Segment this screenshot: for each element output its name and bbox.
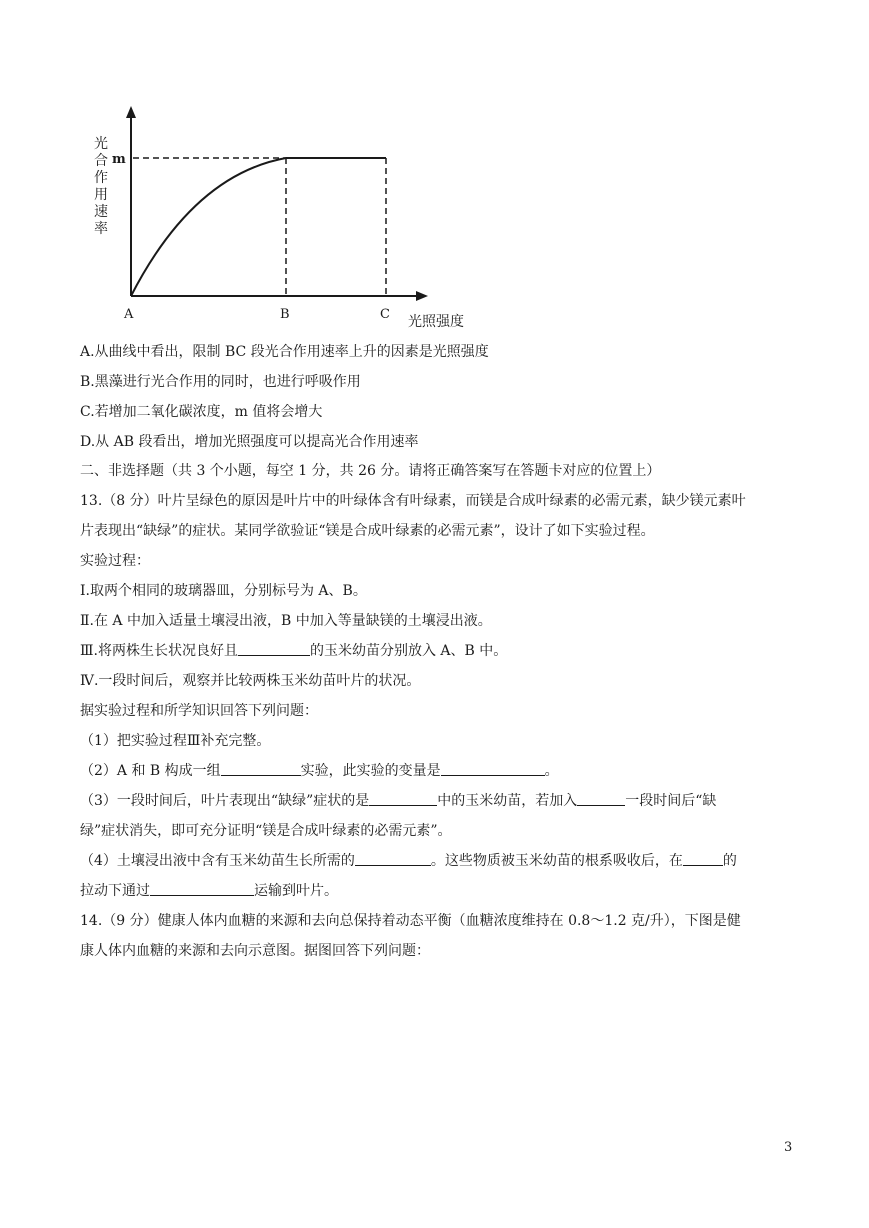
q13-sub-3-text-b: 中的玉米幼苗，若加入 bbox=[437, 793, 578, 809]
q13-sub-4-cont bbox=[80, 881, 338, 901]
q13-intro-1: 13.（8 分）叶片呈绿色的原因是叶片中的叶绿体含有叶绿素，而镁是合成叶绿素的必需元素，缺少镁元素叶 bbox=[80, 493, 746, 509]
q13-intro-2: 片表现出“缺绿”的症状。某同学欲验证“镁是合成叶绿素的必需元素”，设计了如下实验过程。 bbox=[80, 523, 655, 539]
x-axis-arrow bbox=[416, 291, 428, 301]
option-a: A.从曲线中看出，限制 BC 段光合作用速率上升的因素是光照强度 bbox=[80, 344, 489, 360]
section-header: 二、非选择题（共 3 个小题，每空 1 分，共 26 分。请将正确答案写在答题卡对应的位置上） bbox=[80, 463, 661, 479]
chart-svg bbox=[80, 100, 500, 340]
q13-step-4: Ⅳ.一段时间后，观察并比较两株玉米幼苗叶片的状况。 bbox=[80, 673, 421, 689]
q13-sub-2-text-a: （2）A 和 B 构成一组 bbox=[80, 763, 221, 779]
y-axis-label-char: 作 bbox=[94, 170, 108, 186]
page-number: 3 bbox=[784, 1140, 793, 1155]
q13-sub-4-text-e: 运输到叶片。 bbox=[254, 883, 338, 899]
q13-sub-4-text-a: （4）土壤浸出液中含有玉米幼苗生长所需的 bbox=[80, 853, 355, 869]
q13-step-3-text-b: 的玉米幼苗分别放入 A、B 中。 bbox=[309, 643, 508, 659]
q13-sub-2 bbox=[80, 761, 559, 781]
q13-sub-2-text-c: 。 bbox=[544, 763, 559, 779]
photosynthesis-chart bbox=[80, 100, 500, 340]
q13-sub-1: （1）把实验过程Ⅲ补充完整。 bbox=[80, 733, 271, 749]
x-axis-label: 光照强度 bbox=[408, 314, 464, 330]
y-axis-arrow bbox=[126, 106, 136, 118]
q13-step-3-text-a: Ⅲ.将两株生长状况良好且 bbox=[80, 643, 238, 659]
answer-blank-sub4-2[interactable] bbox=[683, 851, 723, 866]
y-tick-m: m bbox=[112, 152, 126, 167]
rate-curve bbox=[131, 158, 286, 296]
answer-blank-sub3-2[interactable] bbox=[577, 791, 625, 806]
answer-blank-sub4-1[interactable] bbox=[355, 851, 431, 866]
q13-prompt: 据实验过程和所学知识回答下列问题： bbox=[80, 703, 318, 719]
q13-step-1: Ⅰ.取两个相同的玻璃器皿，分别标号为 A、B。 bbox=[80, 583, 367, 599]
option-b: B.黑藻进行光合作用的同时，也进行呼吸作用 bbox=[80, 374, 361, 390]
answer-blank-sub2-2[interactable] bbox=[441, 761, 545, 776]
q13-sub-2-text-b: 实验，此实验的变量是 bbox=[300, 763, 441, 779]
q13-sub-4-text-d: 拉动下通过 bbox=[80, 883, 150, 899]
q13-sub-3-text-c: 一段时间后“缺 bbox=[625, 793, 717, 809]
q13-sub-3-text-a: （3）一段时间后，叶片表现出“缺绿”症状的是 bbox=[80, 793, 370, 809]
q13-step-2: Ⅱ.在 A 中加入适量土壤浸出液，B 中加入等量缺镁的土壤浸出液。 bbox=[80, 613, 492, 629]
q13-sub-3 bbox=[80, 791, 716, 811]
q13-sub-4-text-b: 。这些物质被玉米幼苗的根系吸收后，在 bbox=[430, 853, 683, 869]
answer-blank-sub2-1[interactable] bbox=[221, 761, 301, 776]
answer-blank-sub3-1[interactable] bbox=[369, 791, 437, 806]
point-label-a: A bbox=[124, 307, 134, 322]
q13-sub-4-text-c: 的 bbox=[722, 853, 737, 869]
y-axis-label bbox=[94, 135, 108, 237]
answer-blank-step3[interactable] bbox=[238, 641, 310, 656]
point-label-c: C bbox=[380, 307, 390, 322]
q13-sub-3-cont: 绿”症状消失，即可充分证明“镁是合成叶绿素的必需元素”。 bbox=[80, 823, 452, 839]
option-d: D.从 AB 段看出，增加光照强度可以提高光合作用速率 bbox=[80, 434, 419, 450]
y-axis-label-char: 光 bbox=[94, 136, 108, 152]
y-axis-label-char: 用 bbox=[94, 187, 108, 203]
q14-line-2: 康人体内血糖的来源和去向示意图。据图回答下列问题： bbox=[80, 943, 430, 959]
point-label-b: B bbox=[280, 307, 290, 322]
answer-blank-sub4-3[interactable] bbox=[150, 881, 254, 896]
y-axis-label-char: 速 bbox=[94, 204, 108, 220]
y-axis-label-char: 合 bbox=[94, 153, 108, 169]
q13-process-title: 实验过程： bbox=[80, 553, 150, 569]
q13-step-3 bbox=[80, 641, 507, 661]
q13-sub-4 bbox=[80, 851, 737, 871]
option-c: C.若增加二氧化碳浓度，m 值将会增大 bbox=[80, 404, 323, 420]
y-axis-label-char: 率 bbox=[94, 221, 108, 237]
q14-line-1: 14.（9 分）健康人体内血糖的来源和去向总保持着动态平衡（血糖浓度维持在 0.8～1.2 克/升），下图是健 bbox=[80, 913, 741, 929]
